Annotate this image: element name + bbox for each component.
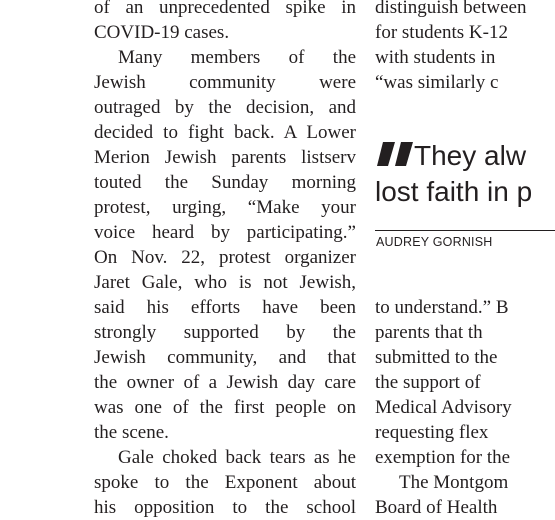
text-line: COVID-19 cases. <box>94 22 230 43</box>
text-line: parents that th <box>375 322 483 343</box>
pull-quote-line: lost faith in p <box>375 176 533 207</box>
text-line: “was similarly c <box>375 72 499 93</box>
text-line: to understand.” B <box>375 297 509 318</box>
text-line: the support of <box>375 372 481 393</box>
text-line: submitted to the <box>375 347 498 368</box>
text-line: touted the Sunday morning <box>94 172 356 193</box>
text-line: of an unprecedented spike in <box>94 0 356 18</box>
quote-mark-icon <box>377 142 415 166</box>
article-column-left <box>94 0 356 518</box>
text-line: Gale choked back tears as he <box>118 447 356 468</box>
text-line: voice heard by participating.” <box>94 222 356 243</box>
text-line: decided to fight back. A Lower <box>94 122 356 143</box>
pull-quote-divider <box>375 230 555 231</box>
text-line: exemption for the <box>375 447 511 468</box>
text-line: Jewish community, and that <box>94 347 356 368</box>
text-line: strongly supported by the <box>94 322 356 343</box>
text-line: Medical Advisory <box>375 397 512 418</box>
text-line: Many members of the <box>118 47 356 68</box>
text-line: the scene. <box>94 422 169 443</box>
text-line: outraged by the decision, and <box>94 97 356 118</box>
text-line: Jewish community were <box>94 72 356 93</box>
text-line: The Montgom <box>399 472 509 493</box>
pull-quote-line: They alw <box>414 140 527 171</box>
text-line: for students K-12 <box>375 22 508 43</box>
text-line: spoke to the Exponent about <box>94 472 356 493</box>
text-line: with students in <box>375 47 496 68</box>
text-line: On Nov. 22, protest organizer <box>94 247 356 268</box>
text-line: Jaret Gale, who is not Jewish, <box>94 272 356 293</box>
text-line: the owner of a Jewish day care <box>94 372 356 393</box>
text-line: Board of Health <box>375 497 498 518</box>
text-line: his opposition to the school <box>94 497 356 518</box>
pull-quote-attribution: AUDREY GORNISH <box>376 235 493 249</box>
text-line: said his efforts have been <box>94 297 356 318</box>
article-column-right <box>375 0 533 518</box>
text-line: was one of the first people on <box>94 397 356 418</box>
text-line: Merion Jewish parents listserv <box>94 147 356 168</box>
text-line: protest, urging, “Make your <box>94 197 356 218</box>
text-line: distinguish between <box>375 0 527 18</box>
text-line: requesting flex <box>375 422 489 443</box>
